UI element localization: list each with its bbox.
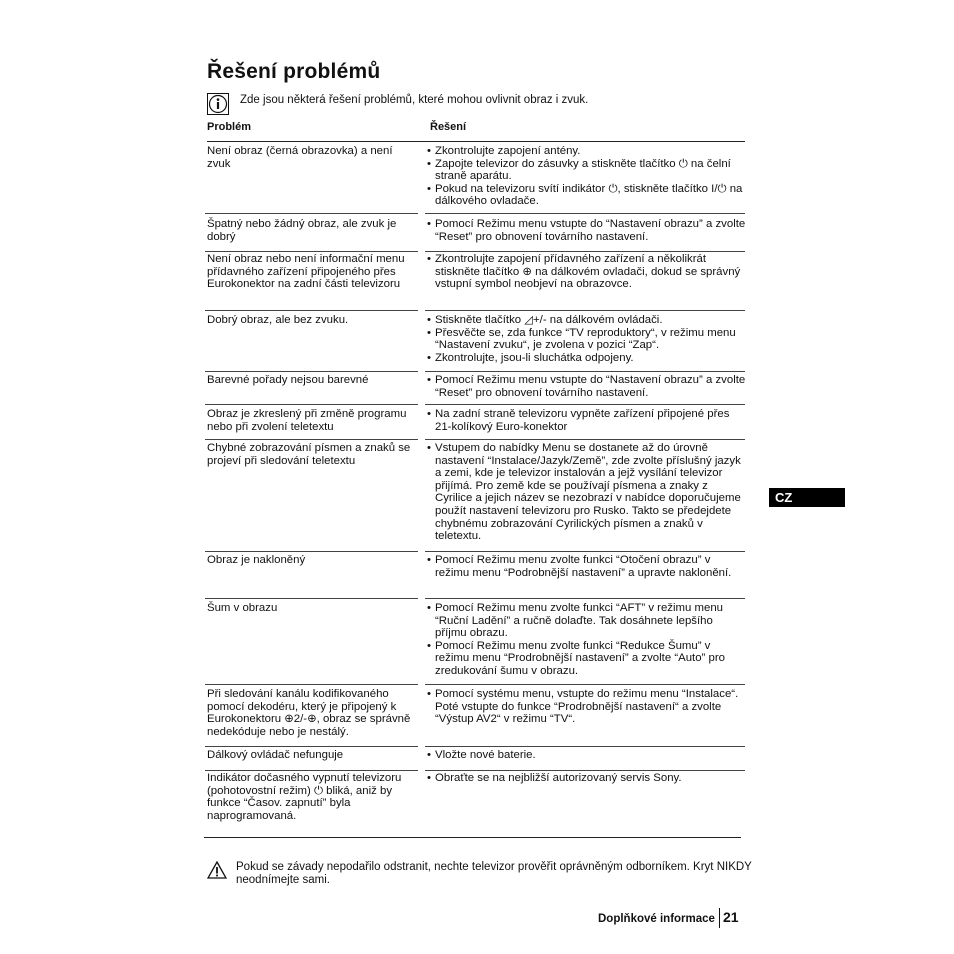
solution-bullet: • Pomocí systému menu, vstupte do režimu menu “Instalace“. Poté vstupte do funkce “Prodrobnější nastavení“ a zvolte “Výstup AV2“ v režimu “TV“. [427, 688, 747, 726]
page-footer [598, 908, 739, 928]
solution-bullet: • Zapojte televizor do zásuvky a stiskněte tlačítko ⏻ na čelní straně aparátu. [427, 158, 747, 183]
solution-cell [427, 688, 747, 726]
solution-bullet: • Pomocí Režimu menu zvolte funkci “Otočení obrazu” v režimu menu “Podrobnější nastavení” a upravte naklonění. [427, 554, 747, 579]
intro-text: Zde jsou některá řešení problémů, které mohou ovlivnit obraz i zvuk. [240, 94, 589, 106]
row-divider-problem [205, 251, 418, 252]
solution-bullet: • Stiskněte tlačítko ◿+/- na dálkovém ovládači. [427, 314, 747, 327]
problem-cell: Indikátor dočasného vypnutí televizoru (pohotovostní režim) ⏻ bliká, aniž by funkce “Časov. zapnutí” byla naprogramovaná. [207, 772, 402, 822]
problem-cell: Chybné zobrazování písmen a znaků se projeví při sledování teletextu [207, 442, 411, 467]
warning-text: Pokud se závady nepodařilo odstranit, nechte televizor prověřit oprávněným odborníkem. Kryt NIKDY neodnímejte sami. [236, 861, 752, 887]
solution-bullet: • Zkontrolujte, jsou-li sluchátka odpojeny. [427, 352, 747, 365]
solution-bullet: • Pomocí Režimu menu zvolte funkci “Redukce Šumu” v režimu menu “Prodrobnější nastavení” a zvolte “Auto” pro zredukování šumu v obrazu. [427, 640, 747, 678]
solution-bullet: • Vložte nové baterie. [427, 749, 747, 762]
problem-cell: Dálkový ovládač nefunguje [207, 749, 344, 761]
row-divider-solution [425, 439, 745, 440]
solution-bullet: • Pomocí Režimu menu zvolte funkci “AFT” v režimu menu “Ruční Ladění” a ručně dolaďte. Tak dosáhnete lepšího příjmu obrazu. [427, 602, 747, 640]
solution-bullet: • Vstupem do nabídky Menu se dostanete až do úrovně nastavení “Instalace/Jazyk/Země”, zde zvolte příslušný jazyk a zemi, kde je televizor instalován a jejž vysílání televizor přijímá. Pro země kde se používají písmena a znaky z Cyrilice a jejich název se nezobrazí v nabídce doporučujeme použít nastavení televizoru pro Rusko. Takto se předejdete chybnému zobrazování Cyrilických písmen a znaků v teletextu. [427, 442, 747, 543]
solution-bullet: • Obraťte se na nejbližší autorizovaný servis Sony. [427, 772, 747, 785]
row-divider-problem [205, 746, 418, 747]
solution-cell [427, 554, 747, 579]
solution-bullet: • Zkontrolujte zapojení antény. [427, 145, 747, 158]
row-divider-problem [205, 598, 418, 599]
page-number: 21 [722, 909, 739, 925]
solution-cell [427, 218, 747, 243]
solution-cell [427, 772, 747, 785]
warning-icon [207, 861, 227, 879]
solution-cell [427, 314, 747, 364]
solution-cell [427, 442, 747, 543]
problem-cell: Dobrý obraz, ale bez zvuku. [207, 314, 349, 326]
row-divider-solution [425, 310, 745, 311]
table-end-divider [204, 837, 741, 838]
solution-cell [427, 145, 747, 208]
column-header-solution: Řešení [430, 121, 467, 133]
problem-cell: Není obraz (černá obrazovka) a není zvuk [207, 145, 393, 170]
solution-cell [427, 253, 747, 291]
solution-bullet: • Na zadní straně televizoru vypněte zařízení připojené přes 21-kolíkový Euro-konektor [427, 408, 747, 433]
row-divider-solution [425, 746, 745, 747]
row-divider-solution [425, 684, 745, 685]
row-divider-solution [425, 770, 745, 771]
problem-cell: Obraz je nakloněný [207, 554, 306, 566]
row-divider-problem [205, 770, 418, 771]
solution-bullet: • Zkontrolujte zapojení přídavného zařízení a několikrát stiskněte tlačítko ⊕ na dálkovém ovladači, dokud se správný vstupní symbol neobjeví na obrazovce. [427, 253, 747, 291]
footer-section: Doplňkové informace [598, 913, 715, 925]
row-divider-solution [425, 371, 745, 372]
problem-cell: Šum v obrazu [207, 602, 278, 614]
language-tab: CZ [769, 488, 845, 507]
problem-cell: Obraz je zkreslený při změně programu nebo při zvolení teletextu [207, 408, 407, 433]
problem-cell: Není obraz nebo není informační menu přídavného zařízení připojeného přes Eurokonektor na zadní části televizoru [207, 253, 405, 291]
solution-bullet: • Pomocí Režimu menu vstupte do “Nastavení obrazu” a zvolte “Reset” pro obnovení továrního nastavení. [427, 374, 747, 399]
footer-separator [719, 908, 720, 928]
row-divider-problem [205, 551, 418, 552]
row-divider-problem [205, 404, 418, 405]
row-divider-solution [425, 404, 745, 405]
solution-bullet: • Pomocí Režimu menu vstupte do “Nastavení obrazu” a zvolte “Reset” pro obnovení továrního nastavení. [427, 218, 747, 243]
solution-bullet: • Pokud na televizoru svítí indikátor ⏻, stiskněte tlačítko I/⏻ na dálkového ovladače. [427, 183, 747, 208]
row-divider-problem [205, 310, 418, 311]
row-divider-solution [425, 213, 745, 214]
row-divider-problem [205, 684, 418, 685]
solution-cell [427, 602, 747, 678]
page-title: Řešení problémů [207, 60, 381, 83]
solution-cell [427, 374, 747, 399]
row-divider-problem [205, 371, 418, 372]
row-divider-problem [205, 439, 418, 440]
row-divider-solution [425, 251, 745, 252]
problem-cell: Barevné pořady nejsou barevné [207, 374, 369, 386]
row-divider-solution [425, 598, 745, 599]
solution-cell [427, 749, 747, 762]
row-divider-problem [205, 213, 418, 214]
problem-cell: Špatný nebo žádný obraz, ale zvuk je dobrý [207, 218, 397, 243]
problem-cell: Při sledování kanálu kodifikovaného pomocí dekodéru, který je připojený k Eurokonektoru ⊕2/-⊕, obraz se správně nedekóduje nebo je nestálý. [207, 688, 411, 738]
solution-bullet: • Přesvěčte se, zda funkce “TV reproduktory“, v režimu menu “Nastavení zvuku“, je zvolena v pozici “Zap“. [427, 327, 747, 352]
row-divider-solution [425, 551, 745, 552]
column-header-problem: Problém [207, 121, 252, 133]
solution-cell [427, 408, 747, 433]
